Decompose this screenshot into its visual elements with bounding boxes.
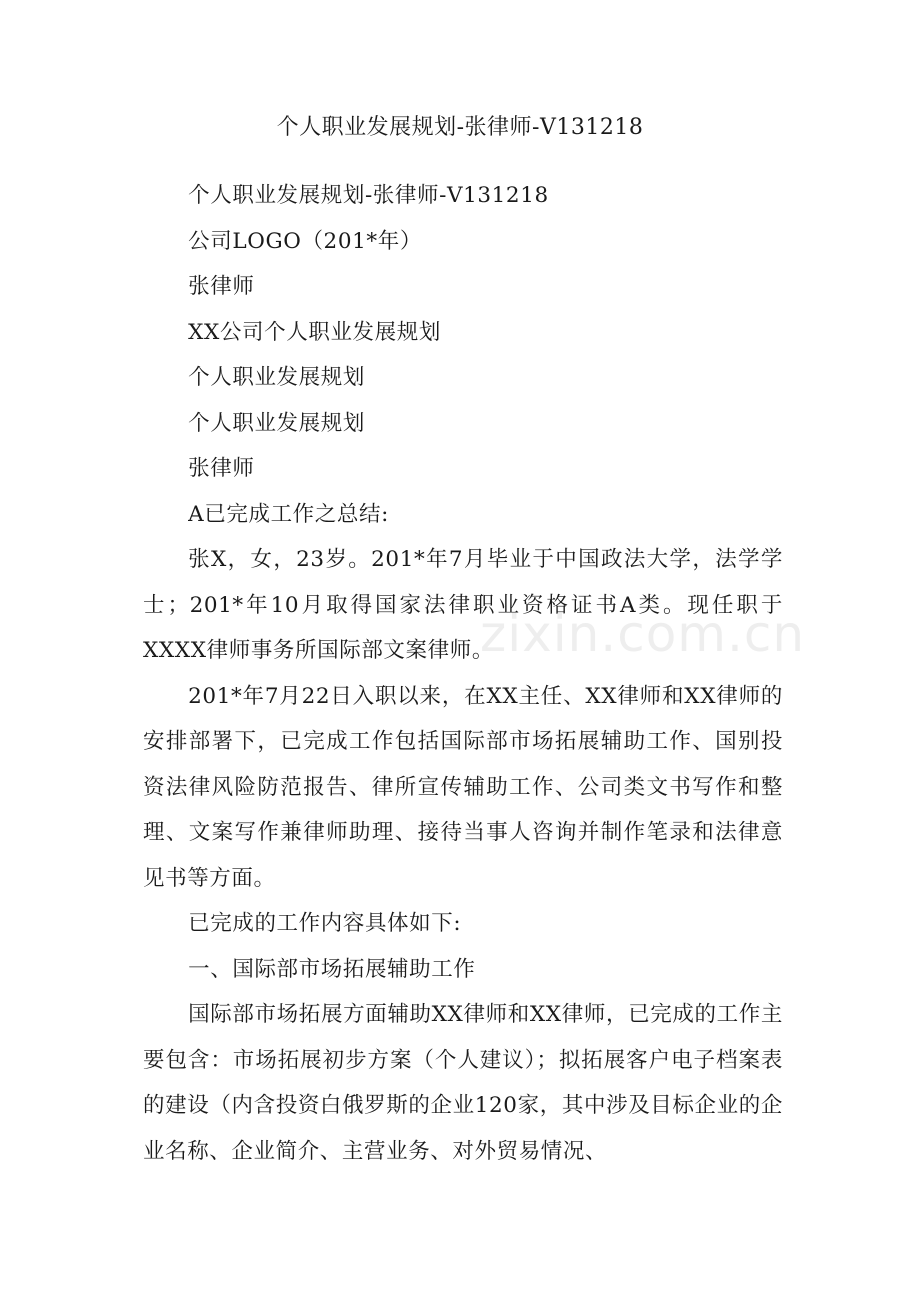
- section-heading: 一、国际部市场拓展辅助工作: [188, 956, 476, 982]
- paragraph: 个人职业发展规划-张律师-V131218: [188, 183, 549, 208]
- watermark: zixin.com.cn: [480, 605, 806, 663]
- document-body: [143, 173, 783, 1174]
- section-heading: A已完成工作之总结:: [188, 501, 389, 527]
- paragraph: XX公司个人职业发展规划: [188, 319, 441, 345]
- paragraph: 201*年7月22日入职以来，在XX主任、XX律师和XX律师的安排部署下，已完成工作包括国际部市场拓展辅助工作、国别投资法律风险防范报告、律所宣传辅助工作、公司类文书写作和整理、文案写作兼律师助理、接待当事人咨询并制作笔录和法律意见书等方面。: [143, 683, 783, 891]
- paragraph: 公司LOGO（201*年）: [188, 228, 422, 254]
- paragraph: 张律师: [188, 456, 255, 481]
- paragraph: 个人职业发展规划: [188, 365, 365, 390]
- paragraph: 国际部市场拓展方面辅助XX律师和XX律师，已完成的工作主要包含：市场拓展初步方案（个人建议）；拟拓展客户电子档案表的建设（内含投资白俄罗斯的企业120家，其中涉及目标企业的企业名称、企业简介、主营业务、对外贸易情况、: [143, 1002, 783, 1164]
- paragraph: 张X，女，23岁。201*年7月毕业于中国政法大学，法学学士；201*年10月取得国家法律职业资格证书A类。现任职于XXXX律师事务所国际部文案律师。: [143, 547, 783, 663]
- paragraph: 个人职业发展规划: [188, 410, 365, 436]
- document-title: 个人职业发展规划-张律师-V131218: [276, 115, 644, 140]
- paragraph: 已完成的工作内容具体如下:: [188, 911, 462, 936]
- paragraph: 张律师: [188, 274, 255, 299]
